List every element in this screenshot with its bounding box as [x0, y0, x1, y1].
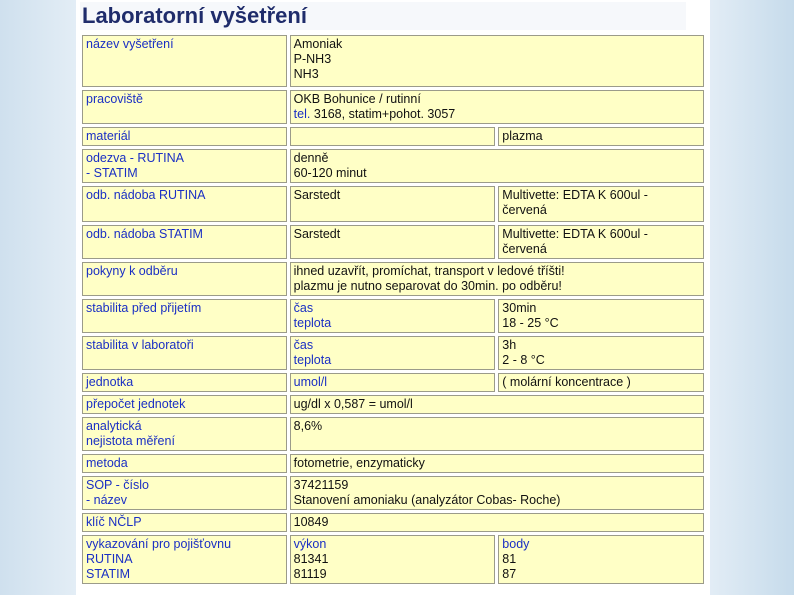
row-label: klíč NČLP [82, 513, 287, 532]
lab-test-table [79, 32, 707, 587]
table-row [82, 262, 704, 296]
row-sublabel: čas teplota [290, 299, 496, 333]
table-row [82, 90, 704, 124]
row-value: Sarstedt [290, 225, 496, 259]
row-value: ( molární koncentrace ) [498, 373, 704, 392]
table-row [82, 417, 704, 451]
row-value: plazma [498, 127, 704, 146]
row-label: vykazování pro pojišťovnu RUTINA STATIM [82, 535, 287, 584]
table-row [82, 454, 704, 473]
row-value: Multivette: EDTA K 600ul - červená [498, 186, 704, 222]
row-value: 8,6% [290, 417, 704, 451]
row-sublabel: čas teplota [290, 336, 496, 370]
table-row [82, 373, 704, 392]
row-label: jednotka [82, 373, 287, 392]
row-label: název vyšetření [82, 35, 287, 87]
table-row [82, 336, 704, 370]
table-row [82, 149, 704, 183]
row-label: odb. nádoba STATIM [82, 225, 287, 259]
table-row [82, 127, 704, 146]
row-label: materiál [82, 127, 287, 146]
row-value: denně 60-120 minut [290, 149, 704, 183]
row-value: výkon 81341 81119 [290, 535, 496, 584]
row-value: ug/dl x 0,587 = umol/l [290, 395, 704, 414]
table-row [82, 476, 704, 510]
table-row [82, 299, 704, 333]
table-row [82, 513, 704, 532]
row-label: odezva - RUTINA - STATIM [82, 149, 287, 183]
row-value: 3h 2 - 8 °C [498, 336, 704, 370]
row-value: ihned uzavřít, promíchat, transport v ledové tříšti! plazmu je nutno separovat do 30min. po odběru! [290, 262, 704, 296]
row-label: pokyny k odběru [82, 262, 287, 296]
table-row [82, 186, 704, 222]
row-value: fotometrie, enzymaticky [290, 454, 704, 473]
phone-numbers: 3168, statim+pohot. 3057 [313, 107, 456, 121]
row-value: umol/l [290, 373, 496, 392]
row-label: stabilita v laboratoři [82, 336, 287, 370]
page-title: Laboratorní vyšetření [80, 2, 686, 30]
row-value: body 81 87 [498, 535, 704, 584]
row-value: Sarstedt [290, 186, 496, 222]
row-label: stabilita před přijetím [82, 299, 287, 333]
row-value: 37421159 Stanovení amoniaku (analyzátor Cobas- Roche) [290, 476, 704, 510]
row-label: pracoviště [82, 90, 287, 124]
row-label: přepočet jednotek [82, 395, 287, 414]
row-value: Amoniak P-NH3 NH3 [290, 35, 704, 87]
row-label: SOP - číslo - název [82, 476, 287, 510]
row-label: metoda [82, 454, 287, 473]
row-value: OKB Bohunice / rutinní tel. 3168, statim+pohot. 3057 [290, 90, 704, 124]
phone-label: tel. [293, 107, 311, 121]
row-label: analytická nejistota měření [82, 417, 287, 451]
table-row [82, 535, 704, 584]
table-row [82, 225, 704, 259]
table-row [82, 395, 704, 414]
table-row [82, 35, 704, 87]
row-value: Multivette: EDTA K 600ul - červená [498, 225, 704, 259]
row-label: odb. nádoba RUTINA [82, 186, 287, 222]
row-value-empty [290, 127, 496, 146]
row-value: 10849 [290, 513, 704, 532]
row-value: 30min 18 - 25 °C [498, 299, 704, 333]
